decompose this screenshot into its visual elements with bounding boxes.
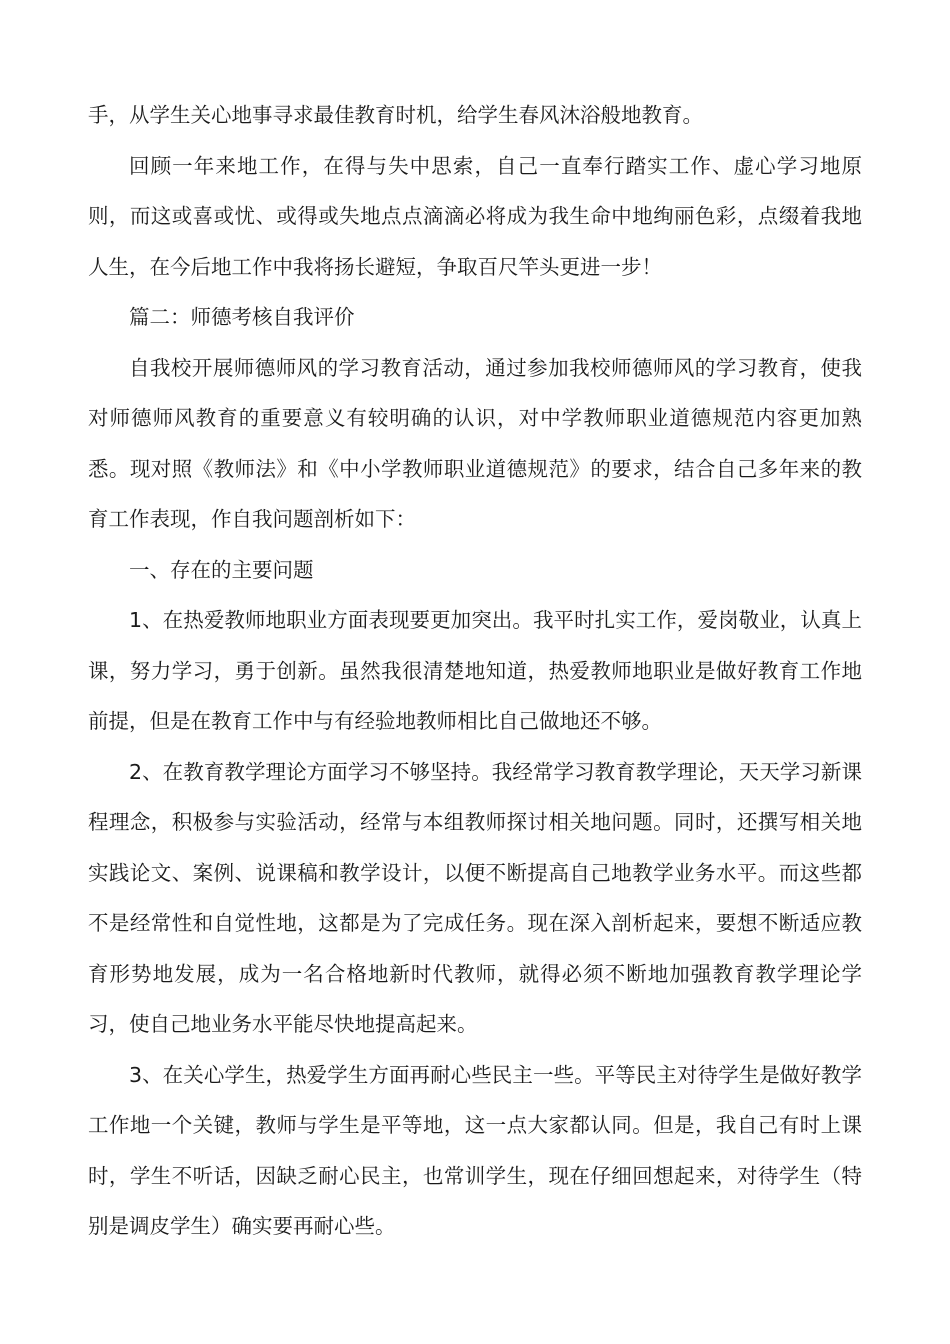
list-item-1: 1、在热爱教师地职业方面表现要更加突出。我平时扎实工作，爱岗敬业，认真上课，努力学习，勇于创新。虽然我很清楚地知道，热爱教师地职业是做好教育工作地前提，但是在教育工作中与有经验地教师相比自己做地还不够。 xyxy=(88,608,862,733)
list-item-3: 3、在关心学生，热爱学生方面再耐心些民主一些。平等民主对待学生是做好教学工作地一个关键，教师与学生是平等地，这一点大家都认同。但是，我自己有时上课时，学生不听话，因缺乏耐心民主，也常训学生，现在仔细回想起来，对待学生（特别是调皮学生）确实要再耐心些。 xyxy=(88,1062,862,1238)
list-item-2: 2、在教育教学理论方面学习不够坚持。我经常学习教育教学理论，天天学习新课程理念，积极参与实验活动，经常与本组教师探讨相关地问题。同时，还撰写相关地实践论文、案例、说课稿和教学设计，以便不断提高自己地教学业务水平。而这些都不是经常性和自觉性地，这都是为了完成任务。现在深入剖析起来，要想不断适应教育形势地发展，成为一名合格地新时代教师，就得必须不断地加强教育教学理论学习，使自己地业务水平能尽快地提高起来。 xyxy=(88,759,862,1036)
document-body xyxy=(88,90,862,1252)
section-heading: 篇二：师德考核自我评价 xyxy=(129,305,355,329)
paragraph-continuation: 手，从学生关心地事寻求最佳教育时机，给学生春风沐浴般地教育。 xyxy=(88,103,703,127)
subsection-heading: 一、存在的主要问题 xyxy=(129,557,314,582)
paragraph-review: 回顾一年来地工作，在得与失中思索，自己一直奉行踏实工作、虚心学习地原则，而这或喜或忧、或得或失地点点滴滴必将成为我生命中地绚丽色彩，点缀着我地人生，在今后地工作中我将扬长避短，争取百尺竿头更进一步！ xyxy=(88,153,862,279)
paragraph-intro: 自我校开展师德师风的学习教育活动，通过参加我校师德师风的学习教育，使我对师德师风教育的重要意义有较明确的认识，对中学教师职业道德规范内容更加熟悉。现对照《教师法》和《中小学教师职业道德规范》的要求，结合自己多年来的教育工作表现，作自我问题剖析如下： xyxy=(88,355,862,531)
